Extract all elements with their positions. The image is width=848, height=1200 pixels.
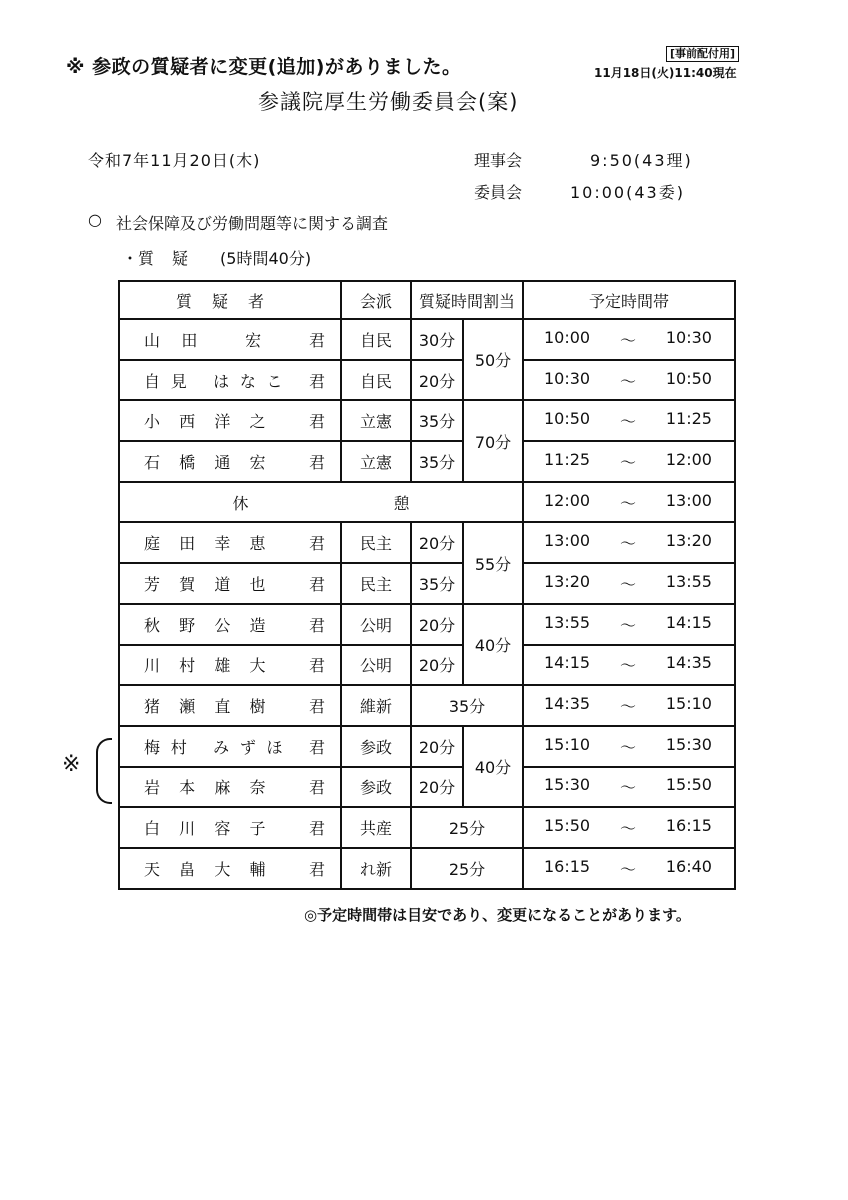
questioner-name: 岩本麻奈 君 bbox=[119, 767, 341, 808]
table-row bbox=[119, 807, 735, 848]
slot-end: 13:20 bbox=[665, 531, 712, 551]
slot-start: 10:50 bbox=[544, 409, 591, 429]
header-slot: 予定時間帯 bbox=[523, 281, 735, 319]
minutes: 35分 bbox=[411, 441, 463, 482]
minutes: 30分 bbox=[411, 319, 463, 360]
group-total: 50分 bbox=[463, 319, 523, 400]
party: 公明 bbox=[341, 604, 411, 645]
minutes: 20分 bbox=[411, 767, 463, 808]
minutes: 20分 bbox=[411, 726, 463, 767]
header-name: 質疑者 bbox=[119, 281, 341, 319]
combined-minutes: 35分 bbox=[411, 685, 523, 726]
questioner-name: 山田 宏 君 bbox=[119, 319, 341, 360]
slot-start: 13:00 bbox=[544, 531, 591, 551]
pre-distribution-tag: [事前配付用] bbox=[666, 46, 739, 62]
time-slot bbox=[523, 522, 735, 563]
slot-end: 15:10 bbox=[665, 694, 712, 714]
combined-minutes: 25分 bbox=[411, 848, 523, 889]
time-slot bbox=[523, 482, 735, 523]
slot-start: 14:35 bbox=[544, 694, 591, 714]
riji-label: 理事会 bbox=[474, 151, 523, 170]
slot-start: 12:00 bbox=[544, 490, 591, 510]
minutes: 20分 bbox=[411, 604, 463, 645]
questioner-name: 庭田幸恵 君 bbox=[119, 522, 341, 563]
qa-heading bbox=[122, 246, 311, 269]
time-slot bbox=[523, 807, 735, 848]
iin-time: 10:00(43委) bbox=[570, 183, 685, 202]
break-row bbox=[119, 482, 735, 523]
slot-end: 12:00 bbox=[665, 449, 712, 469]
questioner-name: 梅村 みずほ 君 bbox=[119, 726, 341, 767]
slot-end: 14:35 bbox=[665, 653, 712, 673]
as-of-timestamp: 11月18日(火)11:40現在 bbox=[594, 66, 737, 80]
time-slot bbox=[523, 645, 735, 686]
party: 立憲 bbox=[341, 400, 411, 441]
time-slot bbox=[523, 360, 735, 401]
break-label: 休 憩 bbox=[119, 482, 523, 523]
party: 公明 bbox=[341, 645, 411, 686]
slot-end: 16:15 bbox=[665, 816, 712, 836]
party: 自民 bbox=[341, 319, 411, 360]
slot-tilde: 〜 bbox=[619, 778, 636, 798]
subject-title: 社会保障及び労働問題等に関する調査 bbox=[116, 214, 389, 233]
slot-tilde: 〜 bbox=[619, 330, 636, 350]
questioner-name: 川村雄大 君 bbox=[119, 645, 341, 686]
table-row bbox=[119, 604, 735, 645]
header-party: 会派 bbox=[341, 281, 411, 319]
slot-tilde: 〜 bbox=[619, 574, 636, 594]
time-slot bbox=[523, 319, 735, 360]
slot-tilde: 〜 bbox=[619, 493, 636, 513]
riji-time: 9:50(43理) bbox=[590, 151, 693, 170]
slot-start: 15:50 bbox=[544, 816, 591, 836]
questioner-name: 猪瀬直樹 君 bbox=[119, 685, 341, 726]
party: 自民 bbox=[341, 360, 411, 401]
header-alloc: 質疑時間割当 bbox=[411, 281, 523, 319]
qa-label: 質疑 bbox=[138, 249, 207, 268]
schedule-table bbox=[118, 280, 736, 890]
party: 立憲 bbox=[341, 441, 411, 482]
slot-tilde: 〜 bbox=[619, 859, 636, 879]
time-slot bbox=[523, 563, 735, 604]
slot-end: 15:30 bbox=[665, 734, 712, 754]
group-total: 40分 bbox=[463, 604, 523, 685]
slot-end: 14:15 bbox=[665, 612, 712, 632]
page-title: 参議院厚生労働委員会(案) bbox=[258, 90, 519, 114]
slot-start: 13:55 bbox=[544, 612, 591, 632]
meeting-date: 令和7年11月20日(木) bbox=[88, 151, 261, 170]
slot-start: 14:15 bbox=[544, 653, 591, 673]
qa-bullet: ・ bbox=[122, 249, 139, 268]
slot-end: 13:00 bbox=[665, 490, 712, 510]
minutes: 20分 bbox=[411, 522, 463, 563]
slot-start: 16:15 bbox=[544, 856, 591, 876]
questioner-name: 石橋通宏 君 bbox=[119, 441, 341, 482]
party: 民主 bbox=[341, 522, 411, 563]
footer-note: ◎予定時間帯は目安であり、変更になることがあります。 bbox=[304, 906, 691, 924]
table-row bbox=[119, 319, 735, 360]
questioner-name: 天畠大輔 君 bbox=[119, 848, 341, 889]
table-row bbox=[119, 848, 735, 889]
slot-start: 15:30 bbox=[544, 775, 591, 795]
slot-end: 10:50 bbox=[665, 368, 712, 388]
change-bracket bbox=[96, 738, 112, 804]
slot-tilde: 〜 bbox=[619, 412, 636, 432]
table-row bbox=[119, 767, 735, 808]
group-total: 55分 bbox=[463, 522, 523, 603]
time-slot bbox=[523, 726, 735, 767]
change-notice: ※ 参政の質疑者に変更(追加)がありました。 bbox=[66, 56, 462, 78]
group-total: 40分 bbox=[463, 726, 523, 807]
slot-start: 10:30 bbox=[544, 368, 591, 388]
slot-end: 13:55 bbox=[665, 571, 712, 591]
combined-minutes: 25分 bbox=[411, 807, 523, 848]
slot-tilde: 〜 bbox=[619, 819, 636, 839]
table-row bbox=[119, 360, 735, 401]
slot-tilde: 〜 bbox=[619, 737, 636, 757]
table-header-row bbox=[119, 281, 735, 319]
slot-start: 15:10 bbox=[544, 734, 591, 754]
subject-mark: ○ bbox=[88, 210, 102, 229]
questioner-name: 自見 はなこ 君 bbox=[119, 360, 341, 401]
change-mark: ※ bbox=[62, 752, 81, 777]
slot-tilde: 〜 bbox=[619, 697, 636, 717]
time-slot bbox=[523, 848, 735, 889]
table-row bbox=[119, 685, 735, 726]
questioner-name: 芳賀道也 君 bbox=[119, 563, 341, 604]
minutes: 35分 bbox=[411, 400, 463, 441]
table-row bbox=[119, 726, 735, 767]
questioner-name: 白川容子 君 bbox=[119, 807, 341, 848]
party: 参政 bbox=[341, 767, 411, 808]
slot-end: 15:50 bbox=[665, 775, 712, 795]
table-row bbox=[119, 563, 735, 604]
time-slot bbox=[523, 441, 735, 482]
table-row bbox=[119, 522, 735, 563]
slot-end: 11:25 bbox=[665, 409, 712, 429]
table-row bbox=[119, 645, 735, 686]
party: 参政 bbox=[341, 726, 411, 767]
slot-tilde: 〜 bbox=[619, 452, 636, 472]
time-slot bbox=[523, 767, 735, 808]
minutes: 20分 bbox=[411, 360, 463, 401]
iin-label: 委員会 bbox=[474, 183, 523, 202]
party: 共産 bbox=[341, 807, 411, 848]
table-row bbox=[119, 400, 735, 441]
questioner-name: 小西洋之 君 bbox=[119, 400, 341, 441]
party: 民主 bbox=[341, 563, 411, 604]
table-row bbox=[119, 441, 735, 482]
time-slot bbox=[523, 685, 735, 726]
minutes: 35分 bbox=[411, 563, 463, 604]
qa-duration: (5時間40分) bbox=[220, 249, 312, 268]
minutes: 20分 bbox=[411, 645, 463, 686]
slot-tilde: 〜 bbox=[619, 371, 636, 391]
time-slot bbox=[523, 604, 735, 645]
slot-end: 10:30 bbox=[665, 327, 712, 347]
questioner-name: 秋野公造 君 bbox=[119, 604, 341, 645]
slot-tilde: 〜 bbox=[619, 615, 636, 635]
party: 維新 bbox=[341, 685, 411, 726]
slot-end: 16:40 bbox=[665, 856, 712, 876]
group-total: 70分 bbox=[463, 400, 523, 481]
slot-start: 10:00 bbox=[544, 327, 591, 347]
slot-start: 13:20 bbox=[544, 571, 591, 591]
slot-tilde: 〜 bbox=[619, 656, 636, 676]
slot-start: 11:25 bbox=[544, 449, 591, 469]
time-slot bbox=[523, 400, 735, 441]
slot-tilde: 〜 bbox=[619, 534, 636, 554]
party: れ新 bbox=[341, 848, 411, 889]
